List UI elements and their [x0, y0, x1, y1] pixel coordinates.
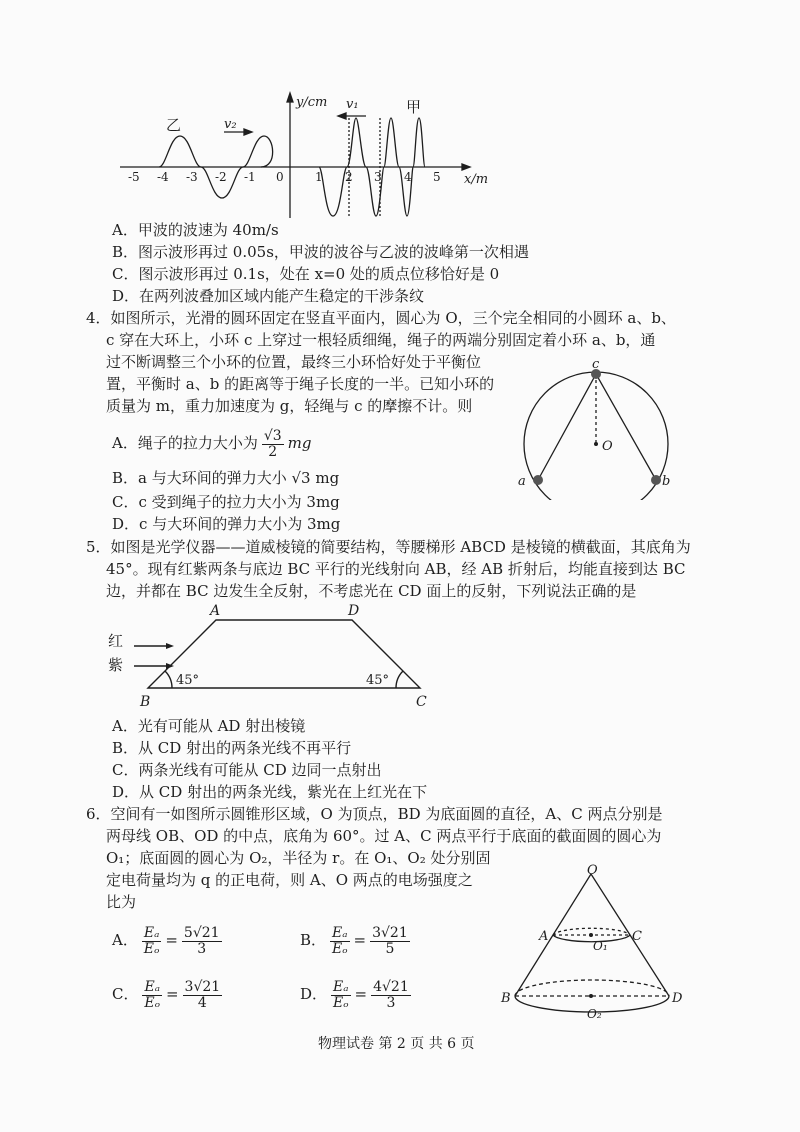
- q6-option-a: A． $\frac{\text{Eₐ}}{\text{Eₒ}}$ = $\frac{5√21}{3}$: [112, 924, 220, 957]
- point-o2: [589, 994, 593, 998]
- tick-label: -2: [215, 170, 227, 184]
- q4-option-a: [112, 426, 312, 460]
- tick-label: 2: [345, 170, 353, 184]
- prism-figure: [100, 602, 440, 712]
- q5-option-c: C．两条光线有可能从 CD 边同一点射出: [112, 761, 382, 779]
- tick-label: -5: [128, 170, 140, 184]
- angle-arc-right: [396, 671, 403, 688]
- fraction-numerator: 4√21: [373, 978, 409, 995]
- q5-option-b: B．从 CD 射出的两条光线不再平行: [112, 739, 352, 757]
- v2-label: v₂: [224, 117, 237, 132]
- q4-stem-line: 4．如图所示，光滑的圆环固定在竖直平面内，圆心为 O，三个完全相同的小圆环 a、b、: [86, 309, 676, 327]
- wave-figure: [110, 88, 490, 223]
- q4-option-b: B．a 与大环间的弹力大小 √3 mg: [112, 469, 340, 487]
- label-O: O: [587, 863, 598, 878]
- center-point: [594, 442, 598, 446]
- label-O1: O₁: [593, 939, 608, 953]
- q6-option-c: C． $\frac{\text{Eₐ}}{\text{Eₒ}}$ = $\frac{3√21}{4}$: [112, 978, 221, 1011]
- q5-option-a: A．光有可能从 AD 射出棱镜: [112, 717, 306, 735]
- q4-option-d: D．c 与大环间的弹力大小为 3mg: [112, 515, 341, 533]
- fraction: [183, 980, 223, 1011]
- q5-stem-line: 45°。现有红紫两条与底边 BC 平行的光线射向 AB，经 AB 折射后，均能直接到达 BC: [106, 560, 686, 578]
- label-D: D: [672, 991, 683, 1006]
- fraction-numerator: Eₐ: [332, 924, 348, 941]
- rope-right: [596, 374, 656, 480]
- fraction-denominator: Eₒ: [143, 940, 160, 957]
- v1-label: v₁: [346, 97, 359, 112]
- fraction-numerator: Eₐ: [143, 924, 160, 941]
- x-tick-labels: [128, 170, 441, 184]
- ring-figure: [510, 360, 690, 500]
- base-back: [515, 980, 669, 996]
- q4-stem-line: 过不断调整三个小环的位置，最终三小环恰好处于平衡位: [106, 353, 482, 371]
- q6-option-d: D． $\frac{\text{Eₐ}}{\text{Eₒ}}$ = $\frac{4√21}{3}$: [300, 978, 409, 1011]
- angle-left-label: 45°: [176, 673, 200, 688]
- x-axis-arrow: [462, 164, 470, 170]
- q6-stem-line: O₁；底面圆的圆心为 O₂，半径为 r。在 O₁、O₂ 处分别固: [106, 849, 491, 867]
- fraction-denominator: Eₒ: [332, 994, 349, 1011]
- q4-option-c: C．c 受到绳子的拉力大小为 3mg: [112, 493, 340, 511]
- label-C: C: [632, 929, 642, 944]
- wave-jia-label: 甲: [406, 98, 422, 116]
- fraction-denominator: 2: [268, 443, 278, 460]
- fraction-numerator: Eₐ: [144, 978, 160, 995]
- q3-option-b: B．图示波形再过 0.05s，甲波的波谷与乙波的波峰第一次相遇: [112, 243, 529, 261]
- tick-label: 3: [374, 170, 382, 184]
- option-letter: B．: [300, 931, 327, 949]
- q4-stem-line: c 穿在大环上，小环 c 上穿过一根轻质细绳，绳子的两端分别固定着小环 a、b，通: [106, 331, 656, 349]
- q4-stem-line: 置，平衡时 a、b 的距离等于绳子长度的一半。已知小环的: [106, 375, 495, 393]
- fraction-denominator: 5: [385, 940, 395, 957]
- label-A: A: [210, 603, 221, 619]
- wave-yi-label: 乙: [166, 116, 182, 134]
- q4-option-a-text: A．绳子的拉力大小为: [112, 434, 258, 452]
- fraction-numerator: 3√21: [184, 978, 221, 995]
- point-o1: [589, 933, 593, 937]
- ring-a: [533, 475, 543, 485]
- tick-label: -1: [244, 170, 256, 184]
- q4-stem-line: 质量为 m，重力加速度为 g，轻绳与 c 的摩擦不计。则: [106, 397, 473, 415]
- label-o: O: [602, 439, 613, 454]
- fraction-denominator: Eₒ: [331, 940, 348, 957]
- label-B: B: [140, 694, 151, 710]
- q5-stem-line: 5．如图是光学仪器——道威棱镜的简要结构，等腰梯形 ABCD 是棱镜的横截面，其底角为: [86, 538, 691, 556]
- q6-stem-line: 6．空间有一如图所示圆锥形区域，O 为顶点，BD 为底面圆的直径，A、C 两点分别是: [86, 805, 663, 823]
- fraction: [182, 926, 222, 957]
- x-axis-label: x/m: [464, 172, 489, 187]
- q6-stem-line: 两母线 OB、OD 的中点，底角为 60°。过 A、C 两点平行于底面的截面圆的圆心为: [106, 827, 662, 845]
- q5-stem-line: 边，并都在 BC 边发生全反射，不考虑光在 CD 面上的反射，下列说法正确的是: [106, 582, 637, 600]
- option-letter: A．: [112, 931, 138, 949]
- option-letter: D．: [300, 985, 328, 1003]
- ring-b: [651, 475, 661, 485]
- label-C: C: [416, 694, 427, 710]
- fraction: [262, 429, 284, 460]
- label-c: c: [592, 360, 600, 372]
- tick-label: 4: [404, 170, 412, 184]
- fraction: [331, 980, 350, 1011]
- fraction-denominator: Eₒ: [144, 994, 161, 1011]
- label-b: b: [662, 474, 671, 489]
- rope-left: [538, 374, 596, 480]
- fraction-denominator: 3: [197, 940, 207, 957]
- q6-option-b: B． $\frac{\text{Eₐ}}{\text{Eₒ}}$ = $\frac{3√21}{5}$: [300, 924, 408, 957]
- tick-label: -3: [186, 170, 198, 184]
- tick-label: -4: [157, 170, 169, 184]
- fraction: [371, 980, 411, 1011]
- cone-figure: [495, 862, 695, 1026]
- q6-stem-line: 比为: [106, 893, 137, 911]
- q3-option-c: C．图示波形再过 0.1s，处在 x=0 处的质点位移恰好是 0: [112, 265, 500, 283]
- label-violet: 紫: [108, 656, 124, 674]
- fraction-numerator: Eₐ: [333, 978, 349, 995]
- fraction-denominator: 3: [386, 994, 396, 1011]
- fraction-numerator: 3√21: [372, 924, 408, 941]
- label-A: A: [539, 929, 549, 944]
- tick-label: 5: [433, 170, 441, 184]
- label-red: 红: [108, 632, 124, 650]
- y-axis-label: y/cm: [296, 95, 328, 110]
- tick-label: 1: [315, 170, 323, 184]
- y-axis-arrow: [287, 93, 293, 102]
- label-O2: O₂: [587, 1007, 602, 1021]
- tick-label: 0: [276, 170, 284, 184]
- fraction: [142, 980, 161, 1011]
- fraction-numerator: 5√21: [183, 924, 220, 941]
- angle-arc-left: [165, 671, 172, 688]
- q6-stem-line: 定电荷量均为 q 的正电荷，则 A、O 两点的电场强度之: [106, 871, 473, 889]
- fraction-denominator: 4: [197, 994, 207, 1011]
- fraction: [142, 926, 161, 957]
- fraction-numerator: √3: [263, 427, 282, 444]
- q3-option-d: D．在两列波叠加区域内能产生稳定的干涉条纹: [112, 287, 425, 305]
- label-B: B: [501, 991, 511, 1006]
- label-a: a: [518, 474, 526, 489]
- fraction: [370, 926, 410, 957]
- fraction: [330, 926, 349, 957]
- q4-option-a-unit: mg: [287, 434, 312, 452]
- option-letter: C．: [112, 985, 139, 1003]
- label-D: D: [348, 603, 360, 619]
- q5-option-d: D．从 CD 射出的两条光线，紫光在上红光在下: [112, 783, 428, 801]
- angle-right-label: 45°: [366, 673, 390, 688]
- q3-option-a: A．甲波的波速为 40m/s: [112, 221, 279, 239]
- page-footer: 物理试卷 第 2 页 共 6 页: [318, 1036, 475, 1052]
